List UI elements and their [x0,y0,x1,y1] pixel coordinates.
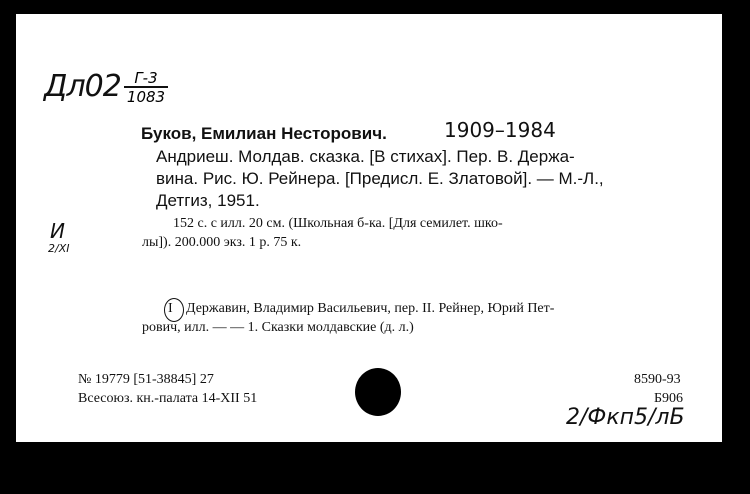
author-heading: Буков, Емилиан Несторович. [141,124,387,143]
margin-note: И [50,219,65,243]
book-chamber: Всесоюз. кн.-палата 14-XII 51 [78,391,258,406]
tracing-marker-circle [164,298,184,322]
tracing-marker: I [168,301,173,316]
collation-line-2: лы]). 200.000 экз. 1 р. 75 к. [142,235,302,250]
author-years: 1909–1984 [444,118,556,142]
shelfmark-fraction [124,70,168,106]
handwritten-code: 2/Фкп5/лБ [566,405,685,430]
catalog-card [16,14,722,442]
tracing-line-2: рович, илл. — — 1. Сказки молдавские (д. л.) [142,320,414,335]
description-line-1: Андриеш. Молдав. сказка. [В стихах]. Пер. В. Держа- [156,147,575,166]
description-line-2: вина. Рис. Ю. Рейнера. [Предисл. Е. Златовой]. — М.-Л., [156,169,604,188]
punch-hole [355,368,401,416]
margin-note-sub: 2/XI [48,242,70,255]
tracing-line-1: Державин, Владимир Васильевич, пер. II. Рейнер, Юрий Пет- [186,301,555,316]
shelfmark-numerator: Г-3 [124,70,168,88]
shelfmark-main: Дл02 [44,69,121,104]
description-line-3: Детгиз, 1951. [156,191,260,210]
class-code-2: Б906 [654,391,684,406]
collation-line-1: 152 с. с илл. 20 см. (Школьная б-ка. [Для семилет. шко- [173,216,503,231]
class-code-1: 8590-93 [634,372,681,387]
card-number: № 19779 [51-38845] 27 [78,372,214,387]
shelfmark-denominator: 1083 [126,88,166,106]
